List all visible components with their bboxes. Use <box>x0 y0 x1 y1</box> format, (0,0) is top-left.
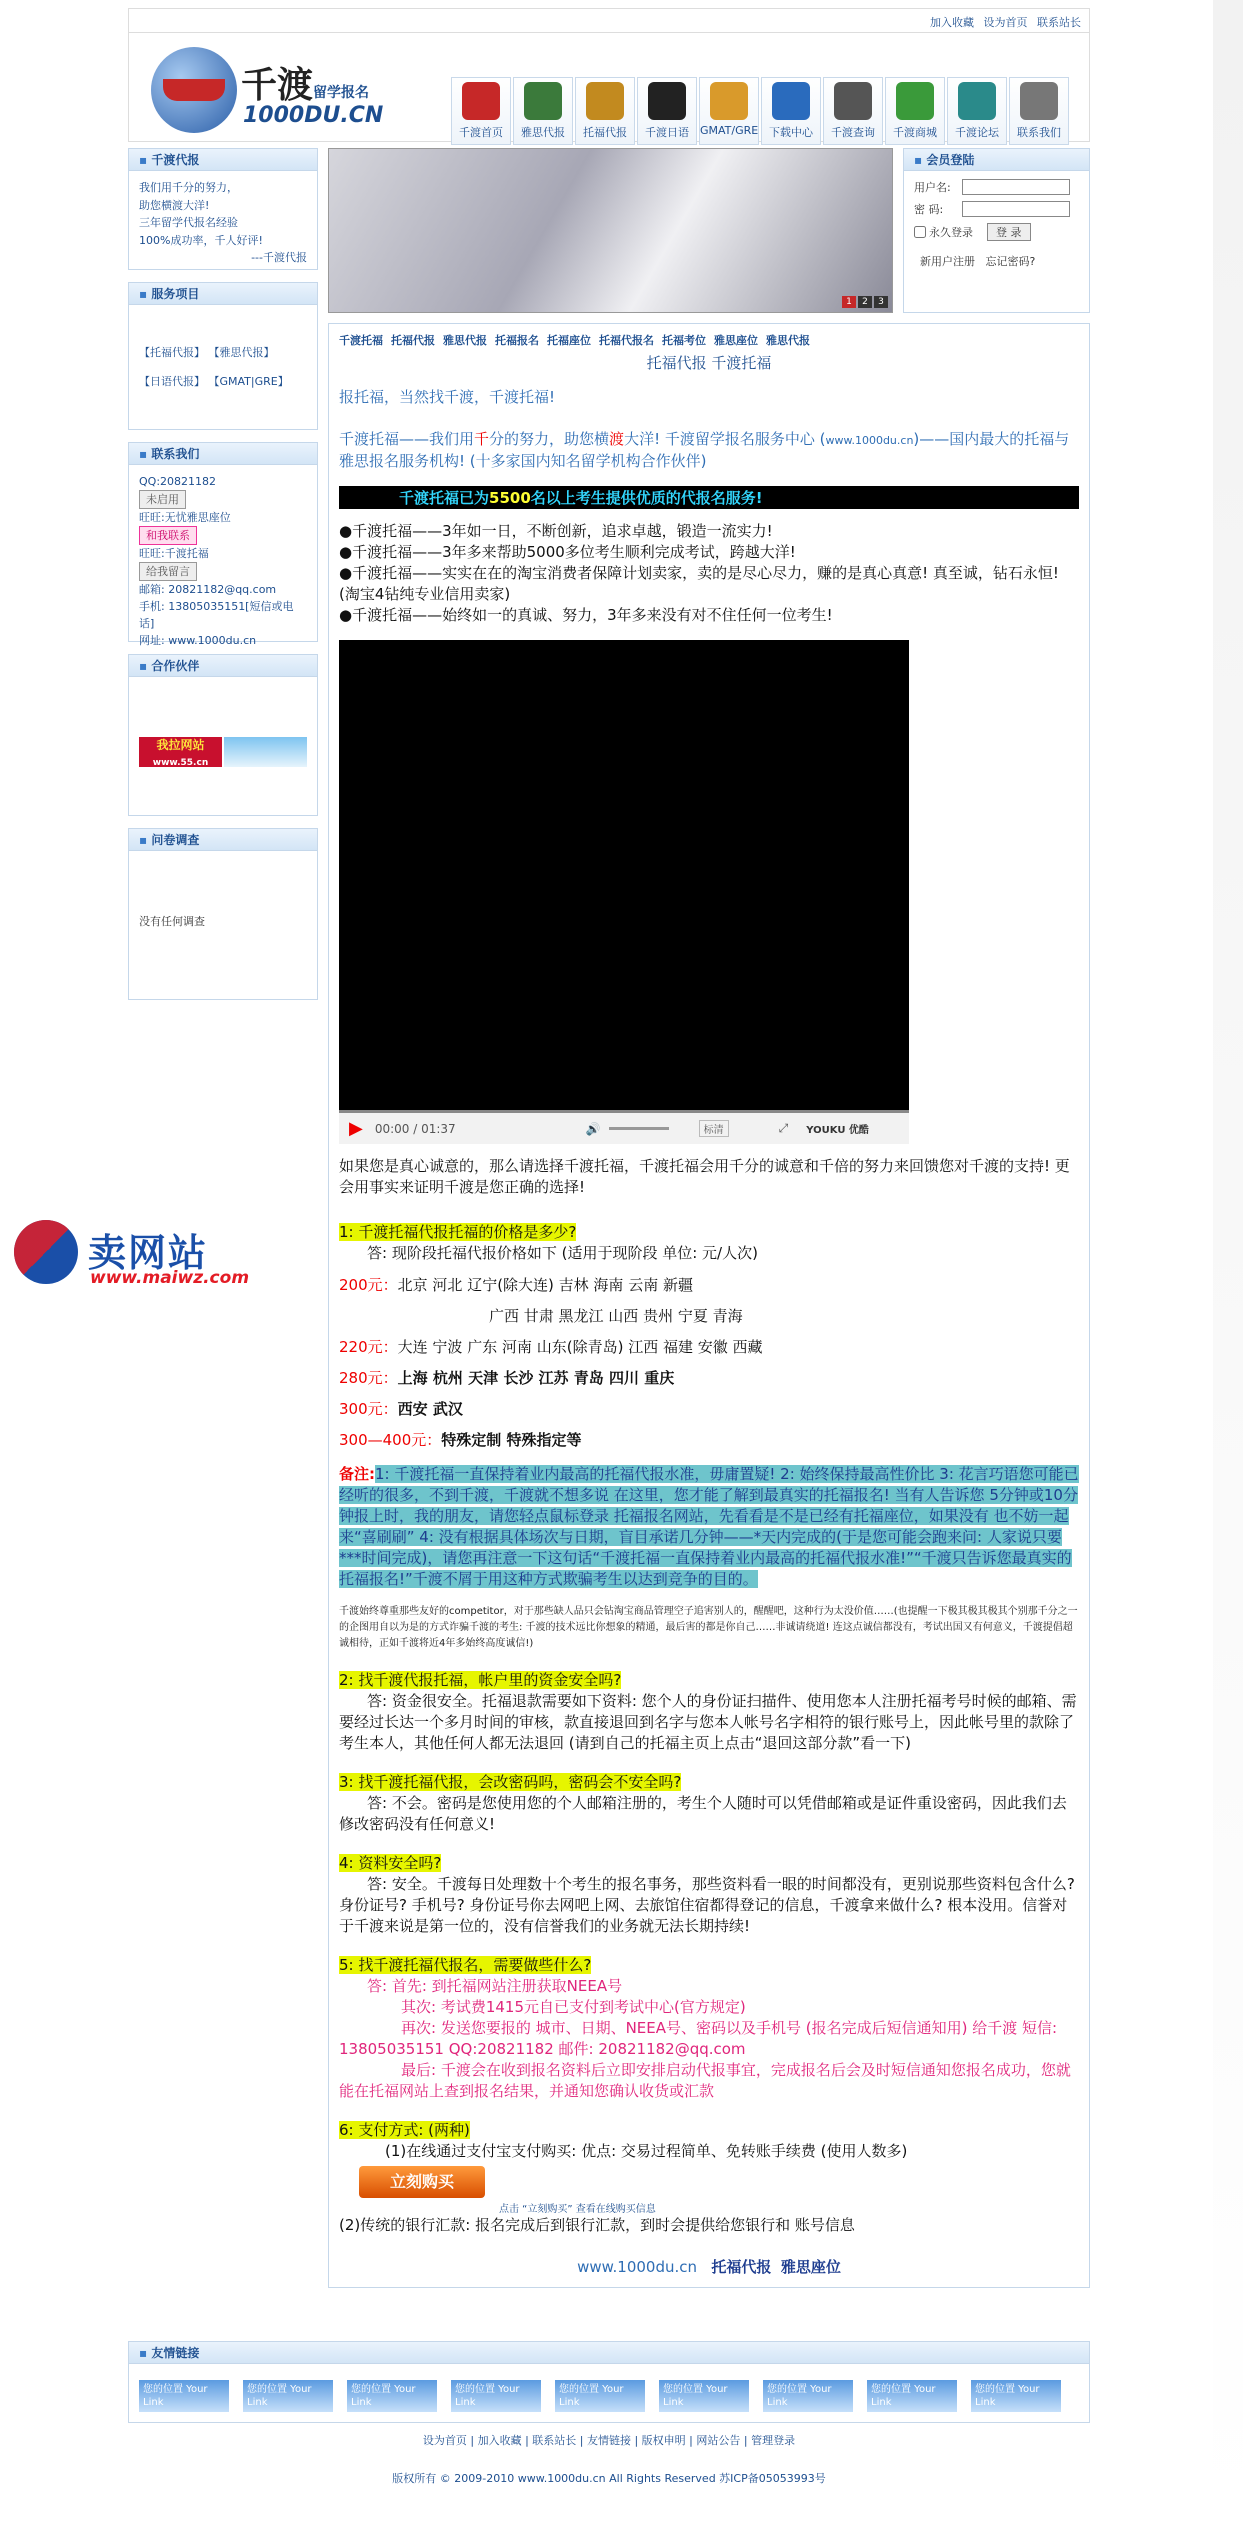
intro-box <box>128 148 318 270</box>
logo-text-cn: 千渡 <box>241 64 314 106</box>
remember-checkbox[interactable] <box>914 226 926 238</box>
contact-wangwang-2: 旺旺:千渡托福 <box>139 547 209 561</box>
nav-item-7[interactable] <box>885 77 945 145</box>
add-favorite-link[interactable]: 加入收藏 <box>930 16 974 29</box>
watermark <box>14 1220 304 1290</box>
price-row: 200元：北京 河北 辽宁(除大连) 吉林 海南 云南 新疆 <box>339 1276 693 1295</box>
video-player[interactable] <box>339 640 909 1140</box>
description-paragraph: 千渡托福——我们用千分的努力，助您横渡大洋! 千渡留学报名服务中心 (www.1000du.cn)——国内最大的托福与雅思报名服务机构! (十多家国内知名留学机构合作伙伴) <box>339 429 1070 470</box>
nav-item-label: 雅思代报 <box>521 126 565 139</box>
video-controls <box>339 1110 909 1144</box>
nav-item-label: 千渡日语 <box>645 126 689 139</box>
login-box <box>903 148 1090 313</box>
service-link-gmat[interactable]: 【GMAT|GRE】 <box>208 374 289 388</box>
nav-item-label: 千渡查询 <box>831 126 875 139</box>
forgot-password-link[interactable]: 忘记密码? <box>985 255 1036 268</box>
password-input[interactable] <box>962 201 1070 217</box>
right-scrollbar-area <box>1213 0 1243 2523</box>
faq-question-3: 3: 找千渡托福代报，会改密码吗，密码会不安全吗? <box>339 1773 682 1792</box>
service-link-ielts[interactable]: 【雅思代报】 <box>208 346 275 359</box>
article-title: 托福代报 千渡托福 <box>646 354 772 372</box>
faq-answer-3: 答: 不会。密码是您使用您的个人邮箱注册的，考生个人随时可以凭借邮箱或是证件重设密码，因此我们去修改密码没有任何意义! <box>339 1794 1067 1834</box>
volume-slider[interactable] <box>609 1127 669 1130</box>
friend-link[interactable]: 您的位置 Your Link <box>139 2380 229 2412</box>
price-cities: 上海 杭州 天津 长沙 江苏 青岛 四川 重庆 <box>397 1369 675 1388</box>
price-cities: 特殊定制 特殊指定等 <box>441 1431 582 1450</box>
monitor-icon <box>834 82 872 120</box>
survey-box <box>128 828 318 1000</box>
cart-icon <box>896 82 934 120</box>
home-icon <box>462 82 500 120</box>
telephone-icon <box>648 82 686 120</box>
logo-text-en: 1000DU.CN <box>243 103 384 128</box>
contact-phone: 手机: 13805035151[短信或电话] <box>139 600 294 631</box>
highlight-banner: 千渡托福已为5500名以上考生提供优质的代报名服务! <box>339 486 1079 509</box>
nav-item-8[interactable] <box>947 77 1007 145</box>
faq-answer-5-step-3: 再次: 发送您要报的 城市、日期、NEEA号、密码以及手机号 (报名完成后短信通知用) 给千渡 短信: 13805035151 QQ:20821182 邮件: 20821182@qq.com <box>339 2019 1058 2059</box>
intro-signature: ---千渡代报 <box>251 251 307 265</box>
service-link-japanese[interactable]: 【日语代报】 <box>139 374 205 388</box>
nav-item-9[interactable] <box>1009 77 1069 145</box>
friend-link[interactable]: 您的位置 Your Link <box>243 2380 333 2412</box>
nav-item-label: GMAT/GRE <box>700 124 759 137</box>
contact-box <box>128 442 318 648</box>
tag-link[interactable]: 托福代报名 <box>599 334 654 347</box>
feature-bullet: ●千渡托福——始终如一的真诚、努力，3年多来没有对不住任何一位考生! <box>339 606 833 625</box>
friend-link[interactable]: 您的位置 Your Link <box>555 2380 645 2412</box>
faq-answer-5-step-4: 最后: 千渡会在收到报名资料后立即安排启动代报事宜，完成报名后会及时短信通知您报名成功，您就能在托福网站上查到报名结果，并通知您确认收货或汇款 <box>339 2061 1071 2101</box>
faq-question-5: 5: 找千渡托福代报名，需要做些什么? <box>339 1956 592 1975</box>
wangwang-message-button[interactable]: 给我留言 <box>139 562 197 581</box>
buy-hint-text: 点击 “立刻购买” 查看在线购买信息 <box>499 2204 656 2216</box>
video-time: 00:00 / 01:37 <box>374 1121 456 1136</box>
password-label: 密 码: <box>914 203 944 216</box>
phone-icon <box>1020 82 1058 120</box>
quality-button[interactable]: 标清 <box>699 1120 729 1137</box>
friend-links-list <box>129 2364 1089 2428</box>
users-icon <box>958 82 996 120</box>
friend-links-title: ▪ 友情链接 <box>129 2342 1089 2364</box>
tag-link[interactable]: 雅思代报 <box>443 334 487 347</box>
contact-admin-link[interactable]: 联系站长 <box>1037 16 1081 29</box>
intro-line: 我们用千分的努力， <box>139 181 238 194</box>
copyright-text: 版权所有 © 2009-2010 www.1000du.cn All Rights Reserved 苏ICP备05053993号 <box>392 2472 826 2485</box>
feature-bullet: ●千渡托福——3年多来帮助5000多位考生顺利完成考试，跨越大洋! <box>339 543 796 562</box>
friend-link[interactable]: 您的位置 Your Link <box>347 2380 437 2412</box>
nav-item-3[interactable] <box>637 77 697 145</box>
fullscreen-icon[interactable]: ⤢ <box>778 1121 789 1136</box>
feature-bullet: ●千渡托福——实实在在的淘宝消费者保障计划卖家，卖的是尽心尽力，赚的是真心真意! 真至诚，钻石永恒! (淘宝4钻纯专业信用卖家) <box>339 564 1059 604</box>
services-box <box>128 282 318 430</box>
tag-link[interactable]: 千渡托福 <box>339 334 383 347</box>
login-button[interactable]: 登 录 <box>987 223 1031 241</box>
intro-line: 100%成功率，千人好评! <box>139 233 263 247</box>
partners-box <box>128 654 318 816</box>
price-list <box>339 1274 1079 1450</box>
intro-title: ▪ 千渡代报 <box>129 149 317 171</box>
friend-link[interactable]: 您的位置 Your Link <box>763 2380 853 2412</box>
friend-link[interactable]: 您的位置 Your Link <box>451 2380 541 2412</box>
book-icon <box>524 82 562 120</box>
service-link-toefl[interactable]: 【托福代报】 <box>139 346 205 359</box>
username-input[interactable] <box>962 179 1070 195</box>
faq-answer-5-step-2: 其次: 考试费1415元自已支付到考试中心(官方规定) <box>401 1998 746 2017</box>
tag-link[interactable]: 托福座位 <box>547 334 591 347</box>
feature-bullet: ●千渡托福——3年如一日，不断创新，追求卓越，锻造一流实力! <box>339 522 773 541</box>
price-cities: 西安 武汉 <box>397 1400 463 1419</box>
watermark-logo-icon <box>14 1220 78 1284</box>
price-value: 280元 <box>339 1369 383 1388</box>
header <box>128 32 1090 142</box>
friend-links-box <box>128 2341 1090 2423</box>
faq-answer-4: 答: 安全。千渡每日处理数十个考生的报名事务，那些资料看一眼的时间都没有，更别说那些资料包含什么? 身份证号? 手机号? 身份证号你去网吧上网、去旅馆住宿都得登记的信息，千渡拿来做什么? 根本没用。信誉对于千渡来说是第一位的，没有信誉我们的业务就无法长期持续! <box>339 1875 1075 1936</box>
watermark-title: 卖网站 <box>88 1231 209 1275</box>
wangwang-contact-button[interactable]: 和我联系 <box>139 526 197 545</box>
price-value: 300元 <box>339 1400 383 1419</box>
banner-page-2[interactable]: 2 <box>858 296 872 308</box>
tag-links <box>339 332 1079 348</box>
faq-answer-1: 答: 现阶段托福代报价格如下 (适用于现阶段 单位: 元/人次) <box>367 1244 758 1263</box>
volume-icon[interactable]: 🔊 <box>585 1121 601 1136</box>
contact-website: 网址: www.1000du.cn <box>139 634 257 648</box>
nav-item-label: 联系我们 <box>1017 126 1061 139</box>
note-label: 备注: <box>339 1465 375 1484</box>
survey-title: ▪ 问卷调查 <box>129 829 317 851</box>
footer-nav-links[interactable]: 设为首页 | 加入收藏 | 联系站长 | 友情链接 | 版权申明 | 网站公告 | 管理登录 <box>422 2434 796 2447</box>
people-chat-icon <box>710 82 748 120</box>
price-value: 200元 <box>339 1276 383 1295</box>
payment-option-1: (1)在线通过支付宝支付购买: 优点: 交易过程简单、免转账手续费 (使用人数多) <box>385 2142 908 2161</box>
username-label: 用户名: <box>914 181 951 194</box>
nav-item-4[interactable] <box>699 77 759 145</box>
price-row: 300—400元：特殊定制 特殊指定等 <box>339 1431 582 1450</box>
price-value: 220元 <box>339 1338 383 1357</box>
contact-wangwang-1: 旺旺:无忧雅思座位 <box>139 511 231 525</box>
nav-item-1[interactable] <box>513 77 573 145</box>
feature-bullets <box>339 521 1079 626</box>
login-title: ▪ 会员登陆 <box>904 149 1089 171</box>
page-footer <box>128 2432 1090 2508</box>
price-row: 280元：上海 杭州 天津 长沙 江苏 青岛 四川 重庆 <box>339 1369 675 1388</box>
price-row <box>339 1305 1079 1326</box>
contact-email: 邮箱: 20821182@qq.com <box>139 583 277 597</box>
top-links-bar <box>128 8 1090 32</box>
nav-item-label: 千渡论坛 <box>955 126 999 139</box>
qq-status-button[interactable]: 未启用 <box>139 490 186 509</box>
nav-item-0[interactable] <box>451 77 511 145</box>
partner-logo-wola[interactable]: 我拉网站 www.55.cn <box>139 737 222 767</box>
watermark-url: www.maiwz.com <box>90 1268 250 1288</box>
price-cities: 大连 宁波 广东 河南 山东(除青岛) 江西 福建 安徽 西藏 <box>397 1338 763 1357</box>
competitor-note: 千渡始终尊重那些友好的competitor，对于那些缺人品只会钻淘宝商品管理空子追害别人的，醒醒吧，这种行为太没价值……(也提醒一下极其极其极其个别那千分之一的企图用自以为是的方式诈骗千渡的考生: 千渡的技术远比你想象的精通，最后害的都是你自己……非诚请绕道! 连这点诚信都没有，考试出国又有何意义，千渡提倡超诚相待，正如千渡将近4年多始终高度诚信!) <box>339 1606 1078 1650</box>
tag-link[interactable]: 雅思代报 <box>766 334 810 347</box>
friend-link[interactable]: 您的位置 Your Link <box>867 2380 957 2412</box>
site-url-text: www.1000du.cn <box>825 433 914 447</box>
intro-line: 助您横渡大洋! <box>139 198 210 212</box>
faq-answer-2: 答: 资金很安全。托福退款需要如下资料: 您个人的身份证扫描件、使用您本人注册托福考号时候的邮箱、需要经过长达一个多月时间的审核，款直接退回到名字与您本人帐号名字相符的银行账号上，因此帐号里的款除了考生本人，其他任何人都无法退回 (请到自己的托福主页上点击“退回这部分款”看一下) <box>339 1692 1077 1753</box>
notebook-icon <box>586 82 624 120</box>
faq-question-1: 1: 千渡托福代报托福的价格是多少? <box>339 1223 577 1242</box>
ship-icon <box>163 79 225 101</box>
partners-title: ▪ 合作伙伴 <box>129 655 317 677</box>
tag-link[interactable]: 托福考位 <box>662 334 706 347</box>
nav-item-label: 托福代报 <box>583 126 627 139</box>
nav-item-5[interactable] <box>761 77 821 145</box>
payment-option-2: (2)传统的银行汇款: 报名完成后到银行汇款，到时会提供给您银行和 账号信息 <box>339 2216 855 2235</box>
play-icon[interactable]: ▶ <box>349 1118 363 1140</box>
banner-page-3[interactable]: 3 <box>874 296 888 308</box>
nav-item-6[interactable] <box>823 77 883 145</box>
banner-slideshow[interactable] <box>328 148 893 313</box>
nav-item-label: 下载中心 <box>769 126 813 139</box>
contact-title: ▪ 联系我们 <box>129 443 317 465</box>
main-nav <box>451 77 1071 145</box>
price-row: 300元：西安 武汉 <box>339 1400 463 1419</box>
services-title: ▪ 服务项目 <box>129 283 317 305</box>
logo-subtitle: 留学报名 <box>313 85 370 101</box>
price-cities: 广西 甘肃 黑龙江 山西 贵州 宁夏 青海 <box>489 1307 743 1326</box>
price-row: 220元：大连 宁波 广东 河南 山东(除青岛) 江西 福建 安徽 西藏 <box>339 1338 763 1357</box>
faq-answer-5-step-1: 答: 首先: 到托福网站注册获取NEEA号 <box>367 1977 623 1996</box>
partner-logo-2[interactable] <box>224 737 307 767</box>
faq-question-4: 4: 资料安全吗? <box>339 1854 442 1873</box>
footer-tag-ielts[interactable]: 雅思座位 <box>780 2258 841 2277</box>
intro-line: 三年留学代报名经验 <box>139 216 238 230</box>
tag-link[interactable]: 托福报名 <box>495 334 539 347</box>
price-value: 300—400元 <box>339 1431 427 1450</box>
friend-link[interactable]: 您的位置 Your Link <box>971 2380 1061 2412</box>
youku-logo: YOUKU 优酷 <box>806 1125 869 1137</box>
remember-label: 永久登录 <box>929 226 973 239</box>
price-cities: 北京 河北 辽宁(除大连) 吉林 海南 云南 新疆 <box>397 1276 693 1295</box>
survey-empty-text: 没有任何调查 <box>139 915 205 928</box>
footer-site-link[interactable]: www.1000du.cn <box>577 2258 698 2277</box>
left-sidebar <box>128 148 318 1012</box>
tag-link[interactable]: 雅思座位 <box>714 334 758 347</box>
register-link[interactable]: 新用户注册 <box>920 255 975 268</box>
nav-item-2[interactable] <box>575 77 635 145</box>
contact-qq: QQ:20821182 <box>139 475 217 488</box>
set-home-link[interactable]: 设为首页 <box>983 16 1028 29</box>
friend-link[interactable]: 您的位置 Your Link <box>659 2380 749 2412</box>
footer-tag-toefl[interactable]: 托福代报 <box>711 2258 772 2277</box>
choose-paragraph: 如果您是真心诚意的，那么请选择千渡托福，千渡托福会用千分的诚意和千倍的努力来回馈您对千渡的支持! 更会用事实来证明千渡是您正确的选择! <box>339 1157 1070 1197</box>
intro-paragraph: 报托福，当然找千渡，千渡托福! <box>339 388 556 406</box>
folders-icon <box>772 82 810 120</box>
buy-now-button[interactable]: 立刻购买 <box>359 2166 485 2198</box>
note-text: 1: 千渡托福一直保持着业内最高的托福代报水准，毋庸置疑! 2: 始终保持最高性价比 3: 花言巧语您可能已经听的很多，不到千渡，千渡就不想多说 在这里，您才能了解到最真实的托福报名! 当有人告诉您 5分钟或10分钟报上时，我的朋友，请您轻点鼠标登录 托福报名网站，先看看是不是已经有托福座位，如果没有 也不妨一起来“喜刷刷” 4: 没有根据具体场次与日期，盲目承诺几分钟——*天内完成的(于是您可能会跑来问: 人家说只要***时间完成)，请您再注意一下这句话“千渡托福一直保持着业内最高的托福代报水准!”“千渡只告诉您最真实的托福报名!”千渡不屑于用这种方式欺骗考生以达到竞争的目的。 <box>339 1465 1079 1589</box>
faq-question-2: 2: 找千渡代报托福，帐户里的资金安全吗? <box>339 1671 622 1690</box>
site-logo[interactable] <box>151 45 411 135</box>
article-content <box>328 323 1090 2288</box>
tag-link[interactable]: 托福代报 <box>391 334 435 347</box>
faq-question-6: 6: 支付方式: (两种) <box>339 2121 470 2140</box>
nav-item-label: 千渡商城 <box>893 126 937 139</box>
banner-pager <box>840 296 888 308</box>
nav-item-label: 千渡首页 <box>459 126 503 139</box>
banner-page-1[interactable]: 1 <box>842 296 856 308</box>
